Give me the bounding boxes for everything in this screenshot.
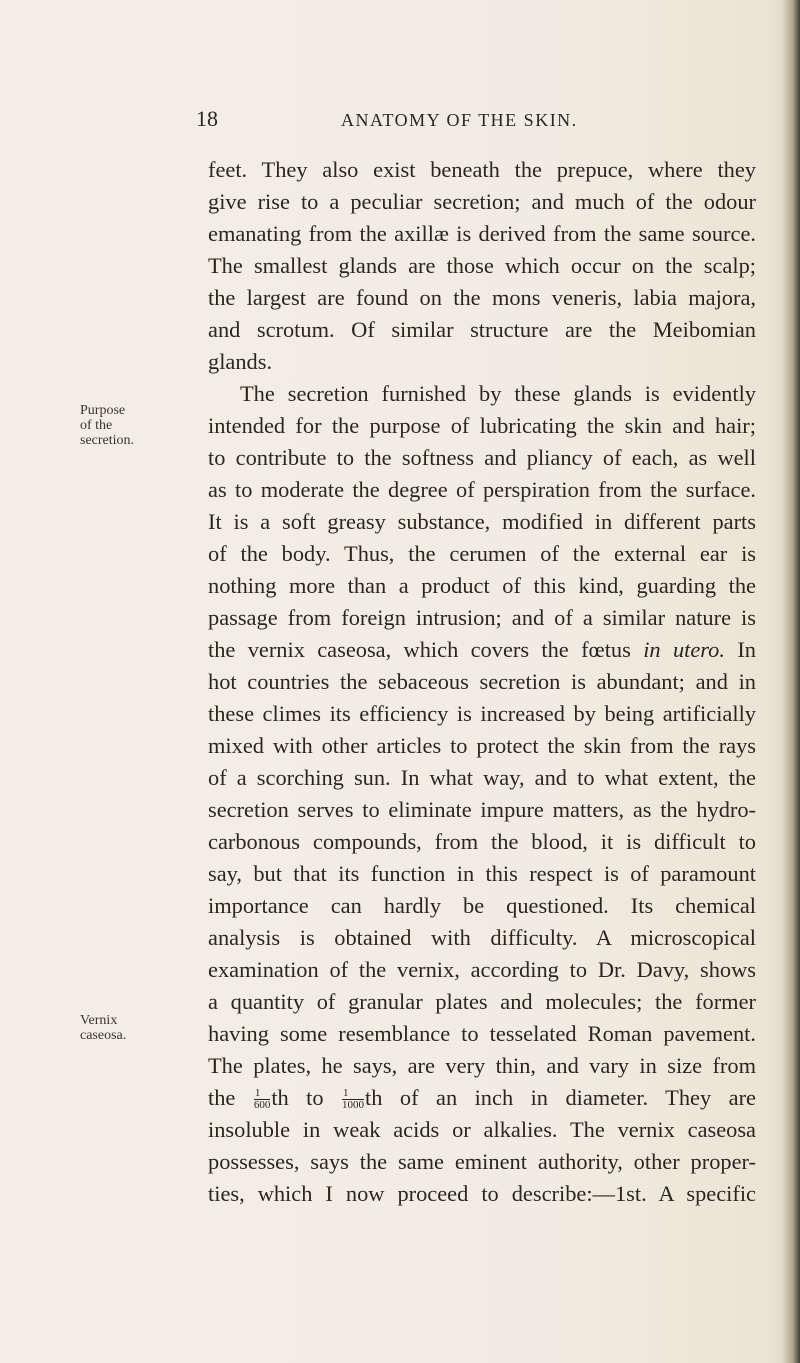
text-line: insoluble in weak acids or alkalies. The vernix caseosa (208, 1117, 756, 1142)
text-line: feet. They also exist beneath the prepuce, where they (208, 157, 756, 182)
text-line: as to moderate the degree of perspiration from the surface. (208, 477, 756, 502)
text-line: ties, which I now proceed to describe:—1st. A specific (208, 1181, 756, 1206)
text-line: glands. (208, 349, 273, 374)
italic-in-utero: in utero. (643, 637, 725, 662)
page-number: 18 (196, 106, 218, 131)
text-line: these climes its efficiency is increased by being artificially (208, 701, 756, 726)
text-line: hot countries the sebaceous secretion is abundant; and in (208, 669, 756, 694)
text-line: possesses, says the same eminent authority, other proper- (208, 1149, 756, 1174)
margin-note-line: of the (80, 418, 113, 433)
running-title: ANATOMY OF THE SKIN. (341, 110, 578, 130)
text-line: having some resemblance to tesselated Roman pavement. (208, 1021, 756, 1046)
text-line: examination of the vernix, according to Dr. Davy, shows (208, 957, 756, 982)
text-segment: In (737, 637, 756, 662)
text-line: a quantity of granular plates and molecules; the former (208, 989, 756, 1014)
text-line: give rise to a peculiar secretion; and much of the odour (208, 189, 756, 214)
text-segment: the (208, 1085, 236, 1110)
text-line: of the body. Thus, the cerumen of the external ear is (208, 541, 756, 566)
text-segment: the vernix caseosa, which covers the fœtus (208, 637, 631, 662)
text-line: intended for the purpose of lubricating the skin and hair; (208, 413, 756, 438)
margin-note-line: caseosa. (80, 1028, 127, 1043)
text-line-utero (208, 634, 756, 666)
text-segment: th of an inch in diameter. They are (365, 1085, 756, 1110)
fraction-one-thousandth (342, 1088, 364, 1111)
text-line: The plates, he says, are very thin, and vary in size from (208, 1053, 756, 1078)
text-segment: th to (271, 1085, 324, 1110)
text-line: secretion serves to eliminate impure matters, as the hydro- (208, 797, 756, 822)
text-line: carbonous compounds, from the blood, it is difficult to (208, 829, 756, 854)
text-line: nothing more than a product of this kind, guarding the (208, 573, 756, 598)
text-line: It is a soft greasy substance, modified in different parts (208, 509, 756, 534)
fraction-numerator: 1 (342, 1088, 364, 1100)
body-text (208, 154, 756, 1210)
book-spine-shadow (782, 0, 800, 1363)
text-line: mixed with other articles to protect the skin from the rays (208, 733, 756, 758)
margin-note-line: Purpose (80, 403, 126, 418)
text-line: the largest are found on the mons veneris, labia majora, (208, 285, 756, 310)
text-line: passage from foreign intrusion; and of a similar nature is (208, 605, 756, 630)
fraction-one-six-hundredth (254, 1088, 271, 1111)
text-line: say, but that its function in this respect is of paramount (208, 861, 756, 886)
margin-note-line: Vernix (80, 1013, 118, 1028)
text-line: The smallest glands are those which occur on the scalp; (208, 253, 756, 278)
text-line: The secretion furnished by these glands is evidently (240, 381, 756, 406)
text-line: importance can hardly be questioned. Its chemical (208, 893, 756, 918)
text-line: and scrotum. Of similar structure are the Meibomian (208, 317, 756, 342)
text-line: of a scorching sun. In what way, and to what extent, the (208, 765, 756, 790)
text-line-fractions (208, 1082, 756, 1114)
fraction-denominator: 1000 (342, 1099, 365, 1112)
fraction-denominator: 600 (253, 1099, 271, 1112)
margin-note-purpose (80, 403, 180, 448)
fraction-numerator: 1 (254, 1088, 271, 1100)
text-line: to contribute to the softness and pliancy of each, as well (208, 445, 756, 470)
running-head (196, 106, 756, 136)
margin-note-line: secretion. (80, 433, 135, 448)
margin-note-vernix (80, 1013, 180, 1043)
text-line: analysis is obtained with difficulty. A microscopical (208, 925, 756, 950)
text-line: emanating from the axillæ is derived from the same source. (208, 221, 756, 246)
